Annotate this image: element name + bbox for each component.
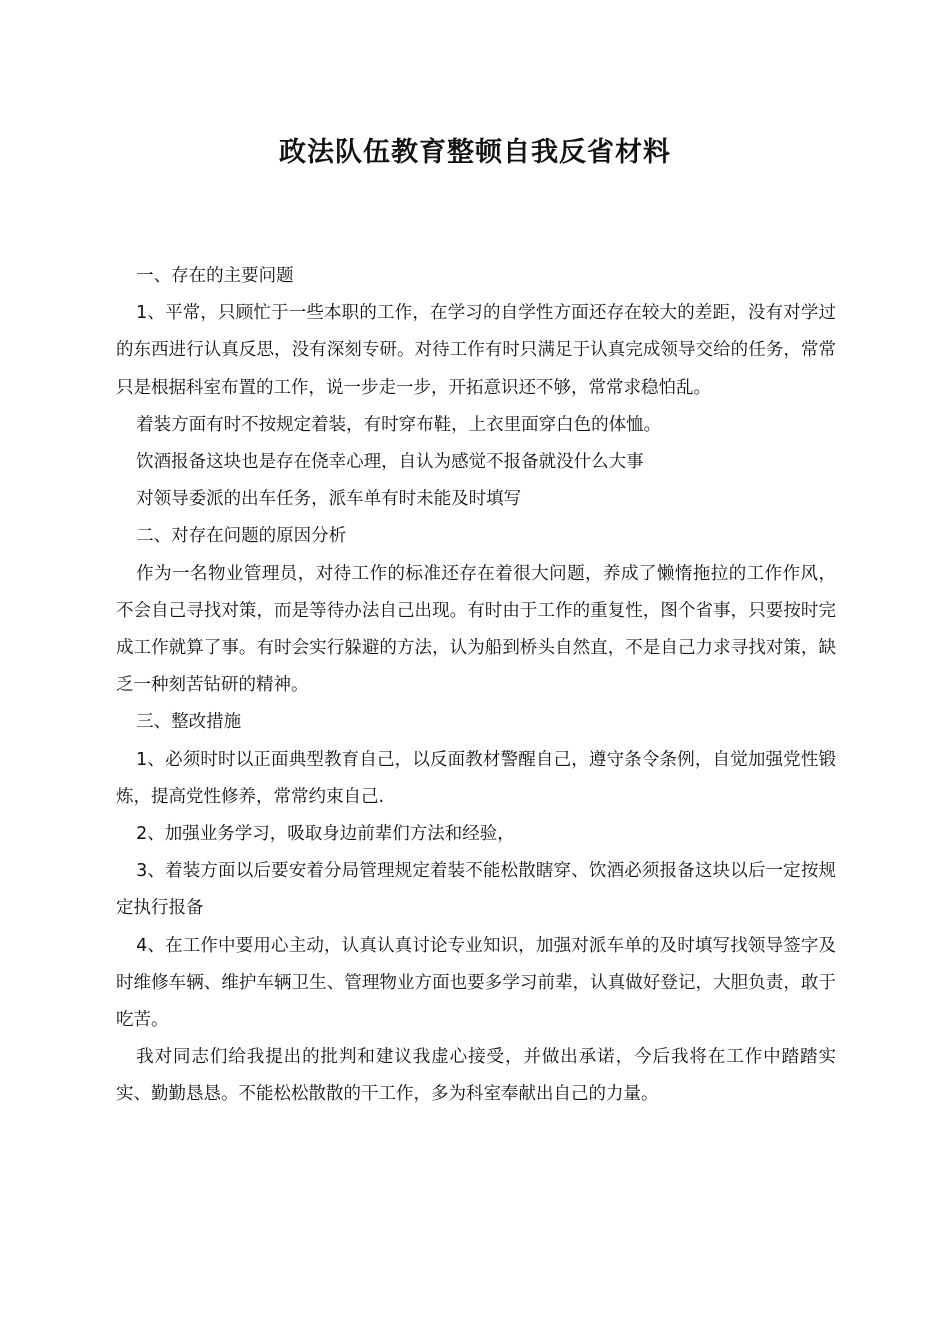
- paragraph-closing-commitment: 我对同志们给我提出的批判和建议我虚心接受，并做出承诺，今后我将在工作中踏踏实实、勤勤恳恳。不能松松散散的干工作，多为科室奉献出自己的力量。: [116, 1047, 836, 1105]
- paragraph-measure-3: 3、着装方面以后要安着分局管理规定着装不能松散瞎穿、饮酒必须报备这块以后一定按规定执行报备: [116, 861, 836, 919]
- paragraph-vehicle-dispatch: 对领导委派的出车任务，派车单有时未能及时填写: [136, 489, 522, 510]
- document-body: [116, 258, 836, 1114]
- document-title: 政法队伍教育整顿自我反省材料: [279, 137, 671, 168]
- section-heading-problems: 一、存在的主要问题: [136, 266, 294, 286]
- section-heading-measures: 三、整改措施: [136, 712, 242, 733]
- paragraph-dress-code: 着装方面有时不按规定着装，有时穿布鞋，上衣里面穿白色的体恤。: [136, 414, 662, 435]
- paragraph-measure-4: 4、在工作中要用心主动，认真认真讨论专业知识，加强对派车单的及时填写找领导签字及时维修车辆、维护车辆卫生、管理物业方面也要多学习前辈，认真做好登记，大胆负责，敢于吃苦。: [116, 935, 836, 1031]
- paragraph-measure-1: 1、必须时时以正面典型教育自己，以反面教材警醒自己，遵守条令条例，自觉加强党性锻炼，提高党性修养，常常约束自己.: [116, 749, 836, 807]
- paragraph-drinking-report: 饮酒报备这块也是存在侥幸心理，自认为感觉不报备就没什么大事: [136, 452, 644, 473]
- paragraph-problem-1: 1、平常，只顾忙于一些本职的工作，在学习的自学性方面还存在较大的差距，没有对学过的东西进行认真反思，没有深刻专研。对待工作有时只满足于认真完成领导交给的任务，常常只是根据科室布置的工作，说一步走一步，开拓意识还不够，常常求稳怕乱。: [116, 303, 836, 398]
- section-heading-causes: 二、对存在问题的原因分析: [136, 526, 347, 547]
- paragraph-measure-2: 2、加强业务学习，吸取身边前辈们方法和经验，: [136, 824, 515, 845]
- paragraph-cause-analysis: 作为一名物业管理员，对待工作的标准还存在着很大问题，养成了懒惰拖拉的工作作风，不会自己寻找对策，而是等待办法自己出现。有时由于工作的重复性，图个省事，只要按时完成工作就算了事。有时会实行躲避的方法，认为船到桥头自然直，不是自己力求寻找对策，缺乏一种刻苦钻研的精神。: [116, 563, 836, 696]
